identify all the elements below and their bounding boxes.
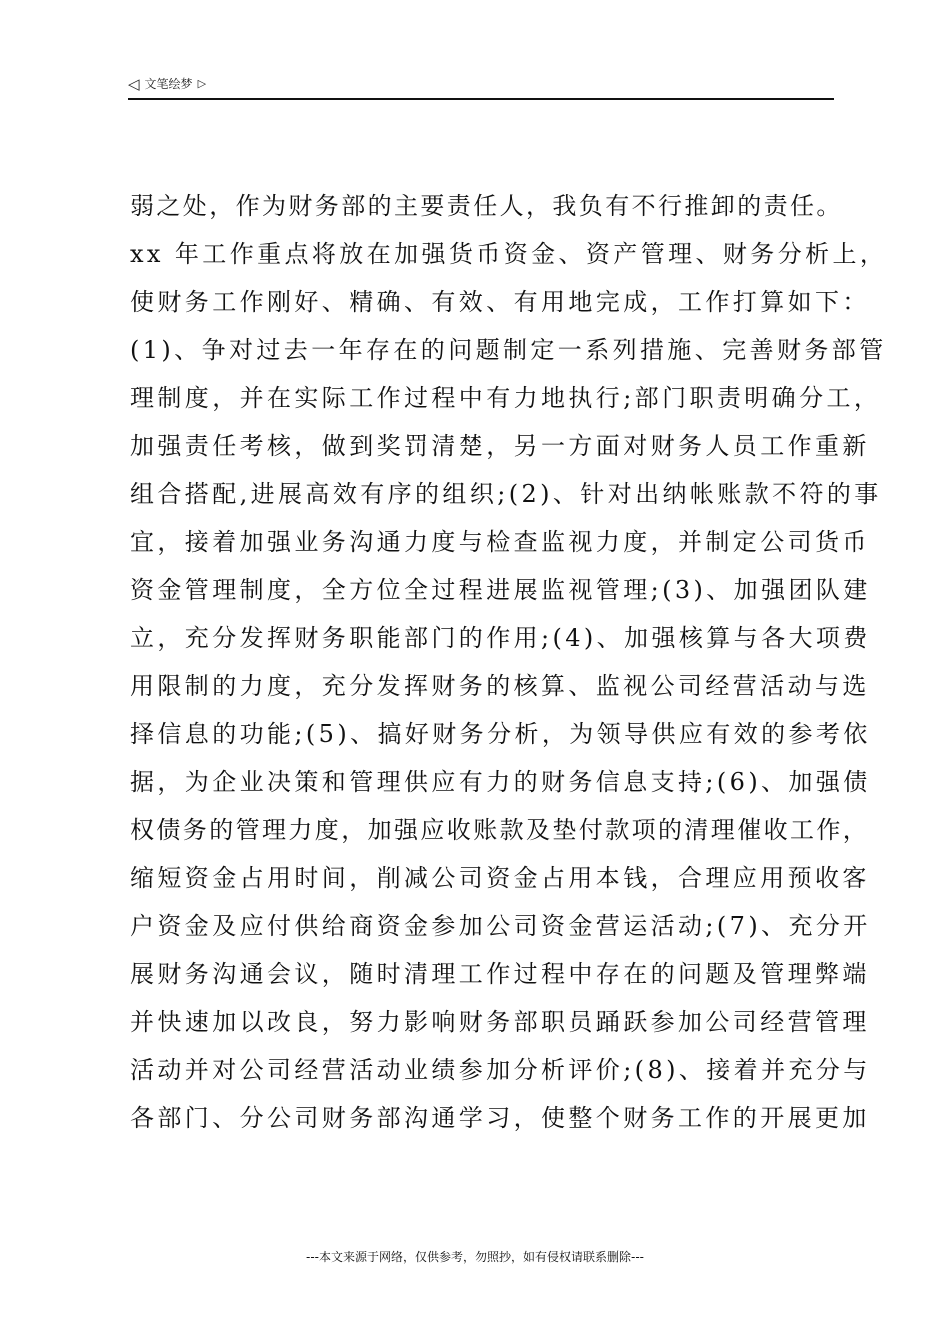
body-line: 使财务工作刚好、精确、有效、有用地完成，工作打算如下： — [130, 288, 870, 316]
body-line: 用限制的力度，充分发挥财务的核算、监视公司经营活动与选 — [130, 672, 870, 700]
document-body — [130, 182, 888, 1142]
body-line: xx 年工作重点将放在加强货币资金、资产管理、财务分析上， — [130, 240, 888, 268]
body-line: 缩短资金占用时间，削减公司资金占用本钱，合理应用预收客 — [130, 864, 870, 892]
body-line: 户资金及应付供给商资金参加公司资金营运活动;(7)、充分开 — [130, 912, 871, 940]
body-line: 理制度，并在实际工作过程中有力地执行;部门职责明确分工， — [130, 384, 882, 412]
body-line: 弱之处，作为财务部的主要责任人，我负有不行推卸的责任。 — [130, 192, 843, 220]
body-line: (1)、争对过去一年存在的问题制定一系列措施、完善财务部管 — [130, 336, 887, 364]
footer-disclaimer: ---本文来源于网络，仅供参考，勿照抄，如有侵权请联系删除--- — [306, 1250, 644, 1264]
body-line: 据，为企业决策和管理供应有力的财务信息支持;(6)、加强债 — [130, 768, 871, 796]
body-line: 加强责任考核，做到奖罚清楚，另一方面对财务人员工作重新 — [130, 432, 870, 460]
body-line: 立，充分发挥财务职能部门的作用;(4)、加强核算与各大项费 — [130, 624, 871, 652]
body-line: 各部门、分公司财务部沟通学习，使整个财务工作的开展更加 — [130, 1104, 870, 1132]
body-line: 展财务沟通会议，随时清理工作过程中存在的问题及管理弊端 — [130, 960, 870, 988]
triangle-left-icon: ◁ — [128, 75, 140, 93]
header-row — [128, 76, 206, 92]
body-line: 组合搭配,进展高效有序的组织;(2)、针对出纳帐账款不符的事 — [130, 480, 882, 508]
body-line: 宜，接着加强业务沟通力度与检查监视力度，并制定公司货币 — [130, 528, 870, 556]
page-header — [128, 72, 834, 100]
body-line: 权债务的管理力度，加强应收账款及垫付款项的清理催收工作， — [130, 816, 870, 844]
body-line: 资金管理制度，全方位全过程进展监视管理;(3)、加强团队建 — [130, 576, 871, 604]
body-line: 活动并对公司经营活动业绩参加分析评价;(8)、接着并充分与 — [130, 1056, 871, 1084]
body-line: 并快速加以改良，努力影响财务部职员踊跃参加公司经营管理 — [130, 1008, 870, 1036]
triangle-right-icon: ▷ — [197, 77, 207, 90]
body-line: 择信息的功能;(5)、搞好财务分析，为领导供应有效的参考依 — [130, 720, 871, 748]
header-title: 文笔绘梦 — [144, 77, 193, 91]
